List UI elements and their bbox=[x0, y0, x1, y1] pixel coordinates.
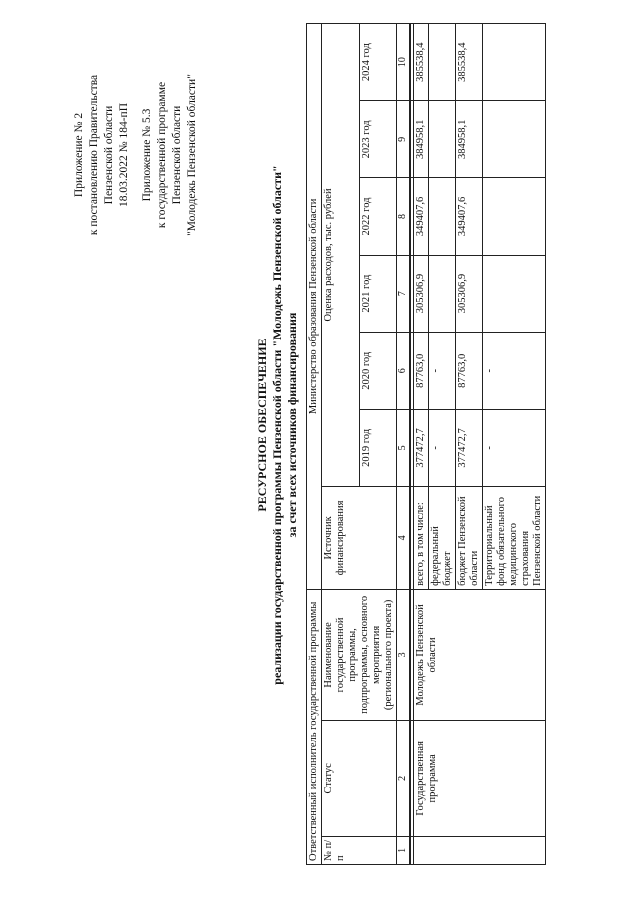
appendix-block-2 bbox=[140, 40, 200, 270]
heading-title: РЕСУРСНОЕ ОБЕСПЕЧЕНИЕ bbox=[255, 338, 269, 512]
source-cell: Территориальный фонд обязательного медицинского страхования Пензенской области bbox=[483, 486, 546, 589]
responsible-label: Ответственный исполнитель государственной программы bbox=[307, 589, 322, 864]
value-cell: 384958,1 bbox=[414, 101, 429, 178]
value-cell bbox=[429, 178, 456, 255]
appendix-line: Приложение № 5.3 bbox=[141, 108, 153, 202]
appendix-line: "Молодежь Пензенской области" bbox=[186, 74, 198, 236]
column-index: 4 bbox=[397, 486, 411, 589]
appendix-line: 18.03.2022 № 184-пП bbox=[118, 103, 130, 208]
value-cell: 385538,4 bbox=[414, 24, 429, 101]
col-num-header: № п/п bbox=[322, 836, 397, 864]
value-cell bbox=[429, 255, 456, 332]
heading-subtitle-2: за счет всех источников финансирования bbox=[285, 312, 299, 538]
col-status-header: Статус bbox=[322, 721, 397, 837]
appendix-line: к государственной программе bbox=[156, 81, 168, 229]
year-header: 2024 год bbox=[359, 24, 397, 101]
value-cell: 349407,6 bbox=[456, 178, 483, 255]
value-cell: 305306,9 bbox=[414, 255, 429, 332]
table-row bbox=[414, 24, 429, 865]
column-index: 8 bbox=[397, 178, 411, 255]
column-index: 2 bbox=[397, 721, 411, 837]
column-index: 6 bbox=[397, 332, 411, 409]
column-index: 9 bbox=[397, 101, 411, 178]
value-cell: 305306,9 bbox=[456, 255, 483, 332]
appendix-line: к постановлению Правительства bbox=[88, 74, 100, 236]
value-cell bbox=[483, 101, 546, 178]
resource-table bbox=[306, 23, 546, 865]
ministry-name: Министерство образования Пензенской области bbox=[307, 24, 322, 590]
heading-subtitle: реализации государственной программы Пензенской области "Молодежь Пензенской области" bbox=[270, 165, 284, 685]
value-cell: 377472,7 bbox=[456, 409, 483, 486]
year-header: 2023 год bbox=[359, 101, 397, 178]
value-cell: - bbox=[483, 332, 546, 409]
appendix-block-1 bbox=[72, 40, 132, 270]
row-number bbox=[414, 836, 546, 864]
column-index: 3 bbox=[397, 589, 411, 720]
col-sources-header: Источник финансирования bbox=[322, 486, 397, 589]
column-index: 5 bbox=[397, 409, 411, 486]
year-header: 2019 год bbox=[359, 409, 397, 486]
year-header: 2021 год bbox=[359, 255, 397, 332]
appendix-line: Пензенской области bbox=[171, 105, 183, 205]
year-header: 2022 год bbox=[359, 178, 397, 255]
value-cell: 385538,4 bbox=[456, 24, 483, 101]
value-cell: 377472,7 bbox=[414, 409, 429, 486]
value-cell: - bbox=[483, 409, 546, 486]
program-status: Государственная программа bbox=[414, 721, 546, 837]
column-index: 7 bbox=[397, 255, 411, 332]
appendix-line: Пензенской области bbox=[103, 105, 115, 205]
appendix-line: Приложение № 2 bbox=[73, 112, 85, 198]
value-cell bbox=[483, 24, 546, 101]
value-cell: 87763,0 bbox=[456, 332, 483, 409]
source-cell: федеральный бюджет bbox=[429, 486, 456, 589]
value-cell bbox=[483, 255, 546, 332]
year-header: 2020 год bbox=[359, 332, 397, 409]
col-name-header: Наименование государственной программы, подпрограммы, основного мероприятия (регионального проекта) bbox=[322, 589, 397, 720]
header-row-responsible bbox=[307, 24, 322, 865]
value-cell: 87763,0 bbox=[414, 332, 429, 409]
program-name: Молодежь Пензенской области bbox=[414, 589, 546, 720]
column-index: 10 bbox=[397, 24, 411, 101]
header-row-main bbox=[322, 24, 360, 865]
column-index-row bbox=[397, 24, 411, 865]
source-cell: всего, в том числе: bbox=[414, 486, 429, 589]
value-cell bbox=[429, 101, 456, 178]
value-cell: - bbox=[429, 409, 456, 486]
document-heading bbox=[255, 145, 300, 705]
col-estimate-header: Оценка расходов, тыс. рублей bbox=[322, 24, 360, 487]
value-cell bbox=[429, 24, 456, 101]
column-index: 1 bbox=[397, 836, 411, 864]
value-cell: - bbox=[429, 332, 456, 409]
value-cell: 384958,1 bbox=[456, 101, 483, 178]
value-cell: 349407,6 bbox=[414, 178, 429, 255]
source-cell: бюджет Пензенской области bbox=[456, 486, 483, 589]
value-cell bbox=[483, 178, 546, 255]
